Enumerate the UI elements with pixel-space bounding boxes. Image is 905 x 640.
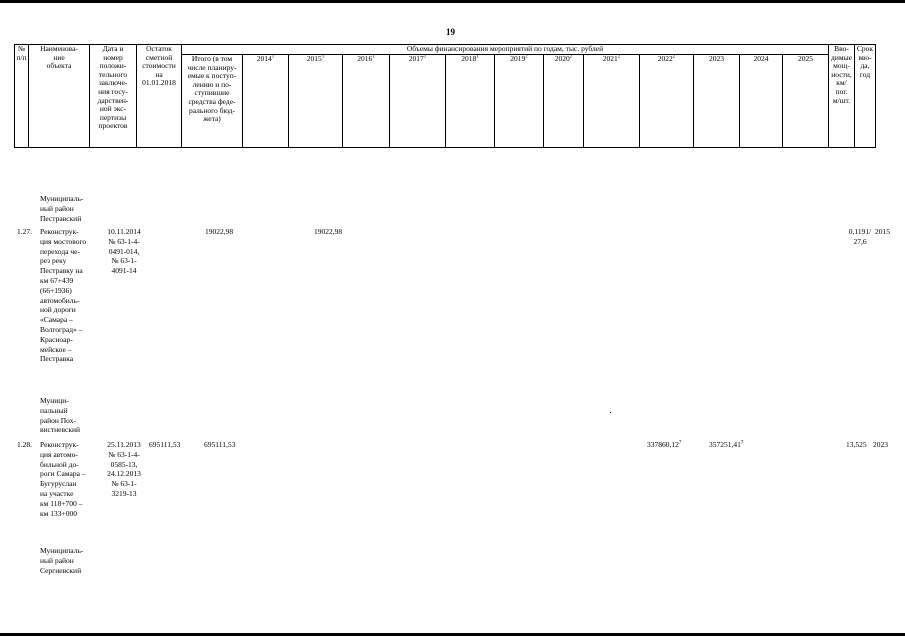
- row-1-28-capacity: 13,525: [846, 440, 867, 449]
- header-year-2023: 2023: [694, 55, 740, 148]
- top-rule: [0, 0, 905, 3]
- header-num: № п/п: [15, 45, 29, 148]
- row-1-28-name: Реконструк- ция автомо- бильной до- роги Самара – Бугуруслан на участке км 118+700 – км 133+000: [40, 440, 86, 518]
- row-1-27-num: 1.27.: [17, 227, 32, 236]
- header-year-2021: 2021$^2$: [584, 55, 640, 148]
- header-year-2019: 2019$^2$: [495, 55, 544, 148]
- row-1-28-total: 695111,53: [204, 440, 236, 449]
- header-year-2016: 2016$^1$: [343, 55, 390, 148]
- table-header: [14, 44, 876, 148]
- row-1-27-name: Реконструк- ция мостового перехода че- рез реку Пестравку на км 67+439 (66+1936) автомобиль- ной дороги «Самара – Волгоград» – Красноар- мейское – Пестравка: [40, 227, 87, 364]
- speck: [610, 412, 611, 413]
- page-number: 19: [446, 27, 455, 37]
- header-balance: Остаток сметной стоимости на 01.01.2018: [137, 45, 182, 148]
- row-1-27-date: 10.11.2014 № 63-1-4- 0491-014, № 63-1- 4091-14: [107, 227, 141, 276]
- row-1-28-2023: 357251,41$^7$: [709, 440, 744, 449]
- header-term: Срок вво- да, год: [855, 45, 876, 148]
- row-1-27-district: Муниципаль- ный район Пестравский: [40, 194, 84, 223]
- header-name: Наименова- ние объекта: [29, 45, 90, 148]
- row-1-28-num: 1.28.: [17, 440, 32, 449]
- row-1-28-balance: 695111,53: [149, 440, 181, 449]
- header-year-2015: 2015$^1$: [289, 55, 343, 148]
- bottom-rule: [0, 633, 905, 636]
- row-1-28-date: 25.11.2013 № 63-1-4- 0585-13, 24.12.2013 № 63-1- 3219-13: [107, 440, 141, 498]
- header-year-2014: 2014$^1$: [243, 55, 289, 148]
- header-capacity: Вво- димые мощ- ности, км/ пог. м/шт.: [829, 45, 855, 148]
- header-year-2022: 2022$^2$: [640, 55, 694, 148]
- row-1-27-2015: 19022,98: [314, 227, 343, 236]
- row-1-28-2022: 337860,12$^7$: [647, 440, 682, 449]
- next-district: Муниципаль- ный район Сергиевский: [40, 546, 84, 575]
- row-1-27-total: 19022,98: [205, 227, 234, 236]
- header-year-2025: 2025: [783, 55, 829, 148]
- header-total: Итого (в том числе планиру- емые к поступ- лению и по- ступившие средства феде- рального бюд- жета): [182, 55, 243, 148]
- row-1-27-capacity: 0,1191/ 27,6: [848, 227, 872, 246]
- header-funding-group: Объемы финансирования мероприятий по годам, тыс. рублей: [182, 45, 829, 55]
- header-date: Дата и номер положи- тельного заключе- ния госу- дарствен- ной экс- пертизы проектов: [90, 45, 137, 148]
- header-year-2017: 2017$^1$: [390, 55, 446, 148]
- header-year-2018: 2018$^1$: [446, 55, 495, 148]
- header-year-2024: 2024: [740, 55, 783, 148]
- header-year-2020: 2020$^2$: [544, 55, 584, 148]
- row-1-28-term: 2023: [873, 440, 888, 449]
- row-1-27-term: 2015: [875, 227, 890, 236]
- row-1-28-district: Муници- пальный район Пох- вистневский: [40, 396, 81, 435]
